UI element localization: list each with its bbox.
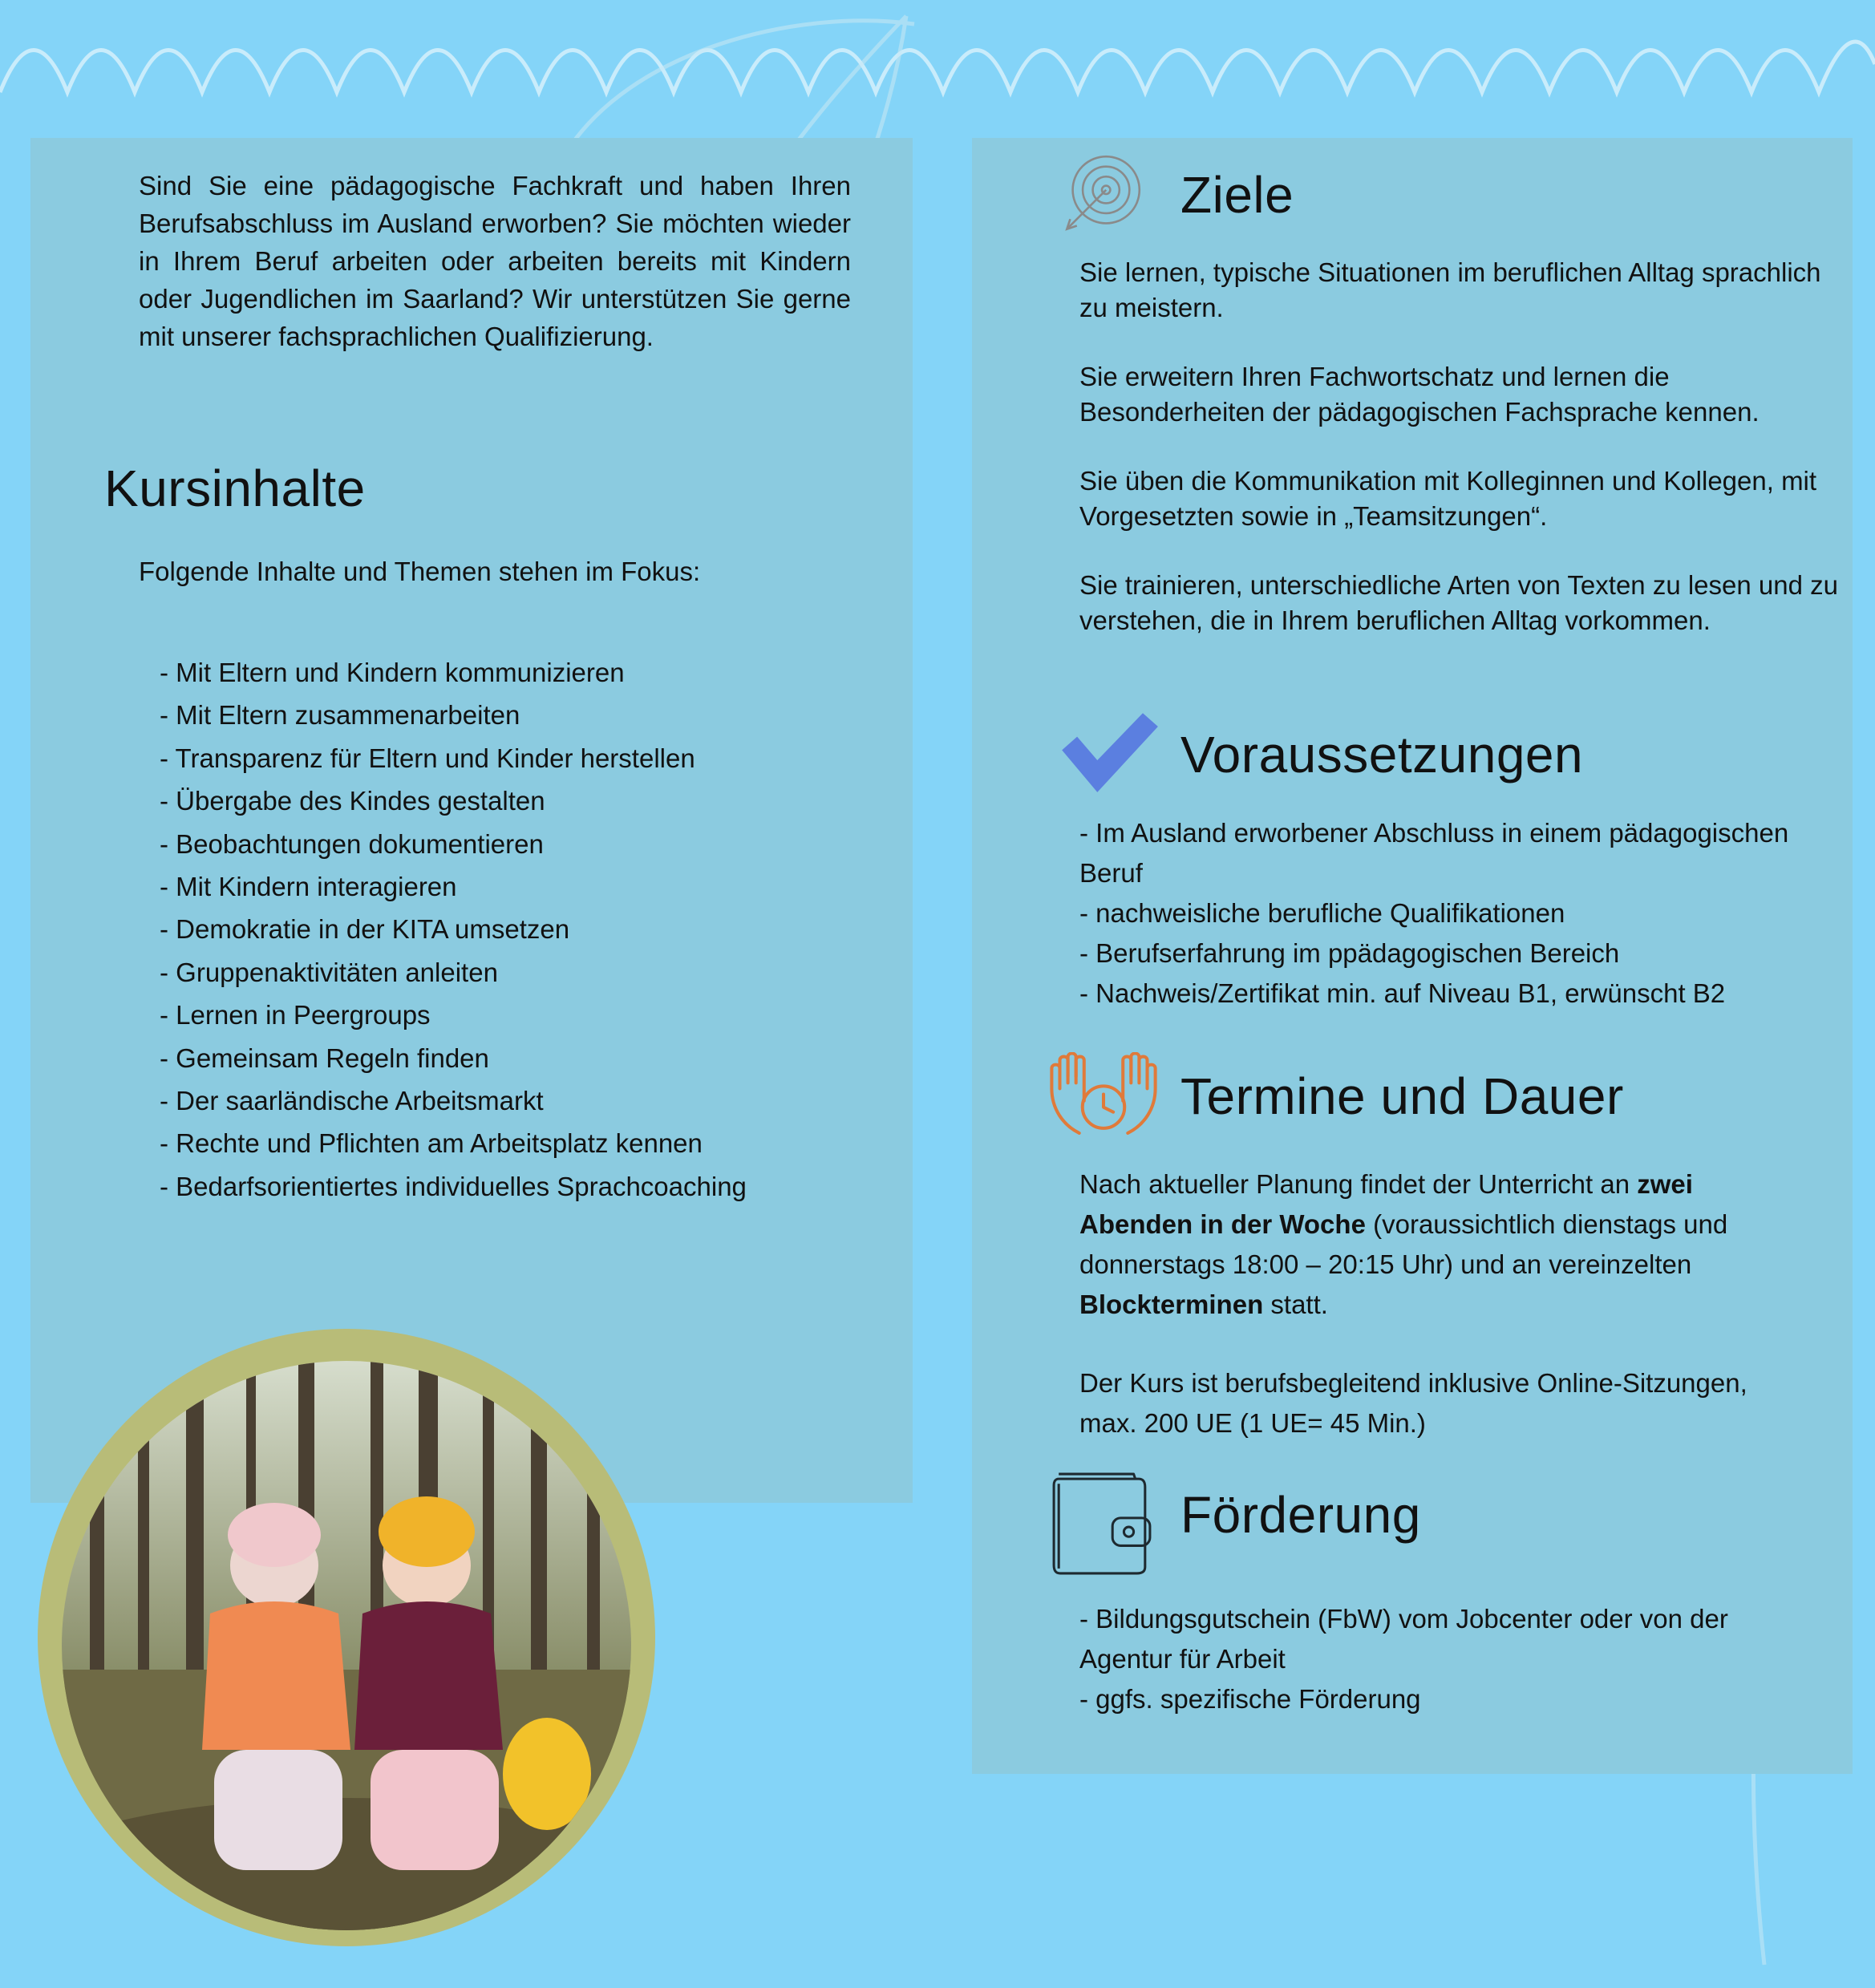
termine-paragraph-2: Der Kurs ist berufsbegleitend inklusive Online-Sitzungen, max. 200 UE (1 UE= 45 Min.) [1079, 1368, 1747, 1438]
kursinhalte-list [160, 651, 747, 1208]
termine-bold-evenings: zwei Abenden in der Woche [1079, 1169, 1693, 1239]
list-item: - Mit Kindern interagieren [160, 872, 457, 902]
list-item: - Gemeinsam Regeln finden [160, 1043, 489, 1073]
list-item: - Demokratie in der KITA umsetzen [160, 914, 570, 945]
list-item: - Mit Eltern und Kindern kommunizieren [160, 658, 625, 687]
voraussetzungen-heading: Voraussetzungen [1180, 726, 1584, 783]
termine-bold-block: Blockterminen [1079, 1290, 1264, 1319]
list-item: - Transparenz für Eltern und Kinder herstellen [160, 743, 695, 773]
ziele-paragraph-4: Sie trainieren, unterschiedliche Arten von Texten zu lesen und zu verstehen, die in Ihrem beruflichen Alltag vorkommen. [1079, 570, 1838, 635]
checkmark-icon [1059, 710, 1160, 794]
list-item: - Lernen in Peergroups [160, 1000, 431, 1030]
list-item: - Im Ausland erworbener Abschluss in einem pädagogischen Beruf [1079, 818, 1789, 888]
list-item: - Bildungsgutschein (FbW) vom Jobcenter oder von der Agentur für Arbeit [1079, 1604, 1728, 1674]
list-item: - Gruppenaktivitäten anleiten [160, 957, 498, 987]
voraussetzungen-list [1079, 813, 1841, 1014]
children-photo [34, 1325, 667, 1950]
termine-paragraph-1 [1079, 1164, 1801, 1325]
list-item: - Übergabe des Kindes gestalten [160, 786, 545, 816]
list-item: - ggfs. spezifische Förderung [1079, 1684, 1421, 1714]
foerderung-heading: Förderung [1180, 1486, 1421, 1544]
list-item: - nachweisliche berufliche Qualifikationen [1079, 898, 1565, 928]
target-icon [1060, 152, 1144, 236]
list-item: - Nachweis/Zertifikat min. auf Niveau B1, erwünscht B2 [1079, 978, 1726, 1008]
ziele-paragraph-2: Sie erweitern Ihren Fachwortschatz und lernen die Besonderheiten der pädagogischen Fachsprache kennen. [1079, 362, 1760, 427]
list-item: - Beobachtungen dokumentieren [160, 828, 544, 859]
termine-text: statt. [1263, 1290, 1328, 1319]
ziele-heading: Ziele [1180, 166, 1294, 224]
hands-clock-icon [1047, 1052, 1160, 1137]
foerderung-list [1079, 1599, 1801, 1719]
list-item: - Rechte und Pflichten am Arbeitsplatz kennen [160, 1128, 703, 1159]
list-item: - Der saarländische Arbeitsmarkt [160, 1086, 544, 1116]
ziele-paragraph-3: Sie üben die Kommunikation mit Kolleginnen und Kollegen, mit Vorgesetzten sowie in „Teamsitzungen“. [1079, 466, 1817, 531]
ziele-paragraph-1: Sie lernen, typische Situationen im beruflichen Alltag sprachlich zu meistern. [1079, 257, 1821, 322]
termine-text: (voraussichtlich dienstags und donnerstags 18:00 – 20:15 Uhr) und an vereinzelten [1079, 1209, 1728, 1279]
termine-text: Nach aktueller Planung findet der Unterricht an [1079, 1169, 1638, 1199]
list-item: - Bedarfsorientiertes individuelles Sprachcoaching [160, 1171, 747, 1201]
list-item: - Berufserfahrung im ppädagogischen Bereich [1079, 938, 1620, 968]
kursinhalte-heading: Kursinhalte [104, 460, 366, 517]
kursinhalte-intro: Folgende Inhalte und Themen stehen im Fokus: [139, 557, 701, 586]
intro-paragraph: Sind Sie eine pädagogische Fachkraft und haben Ihren Berufsabschluss im Ausland erworben? Sie möchten wieder in Ihrem Beruf arbeiten oder arbeiten bereits mit Kindern oder Jugendlichen im Saarland? Wir unterstützen Sie gerne mit unserer fachsprachlichen Qualifizierung. [139, 171, 851, 351]
termine-heading: Termine und Dauer [1180, 1067, 1624, 1125]
wallet-icon [1049, 1471, 1155, 1577]
list-item: - Mit Eltern zusammenarbeiten [160, 700, 520, 731]
